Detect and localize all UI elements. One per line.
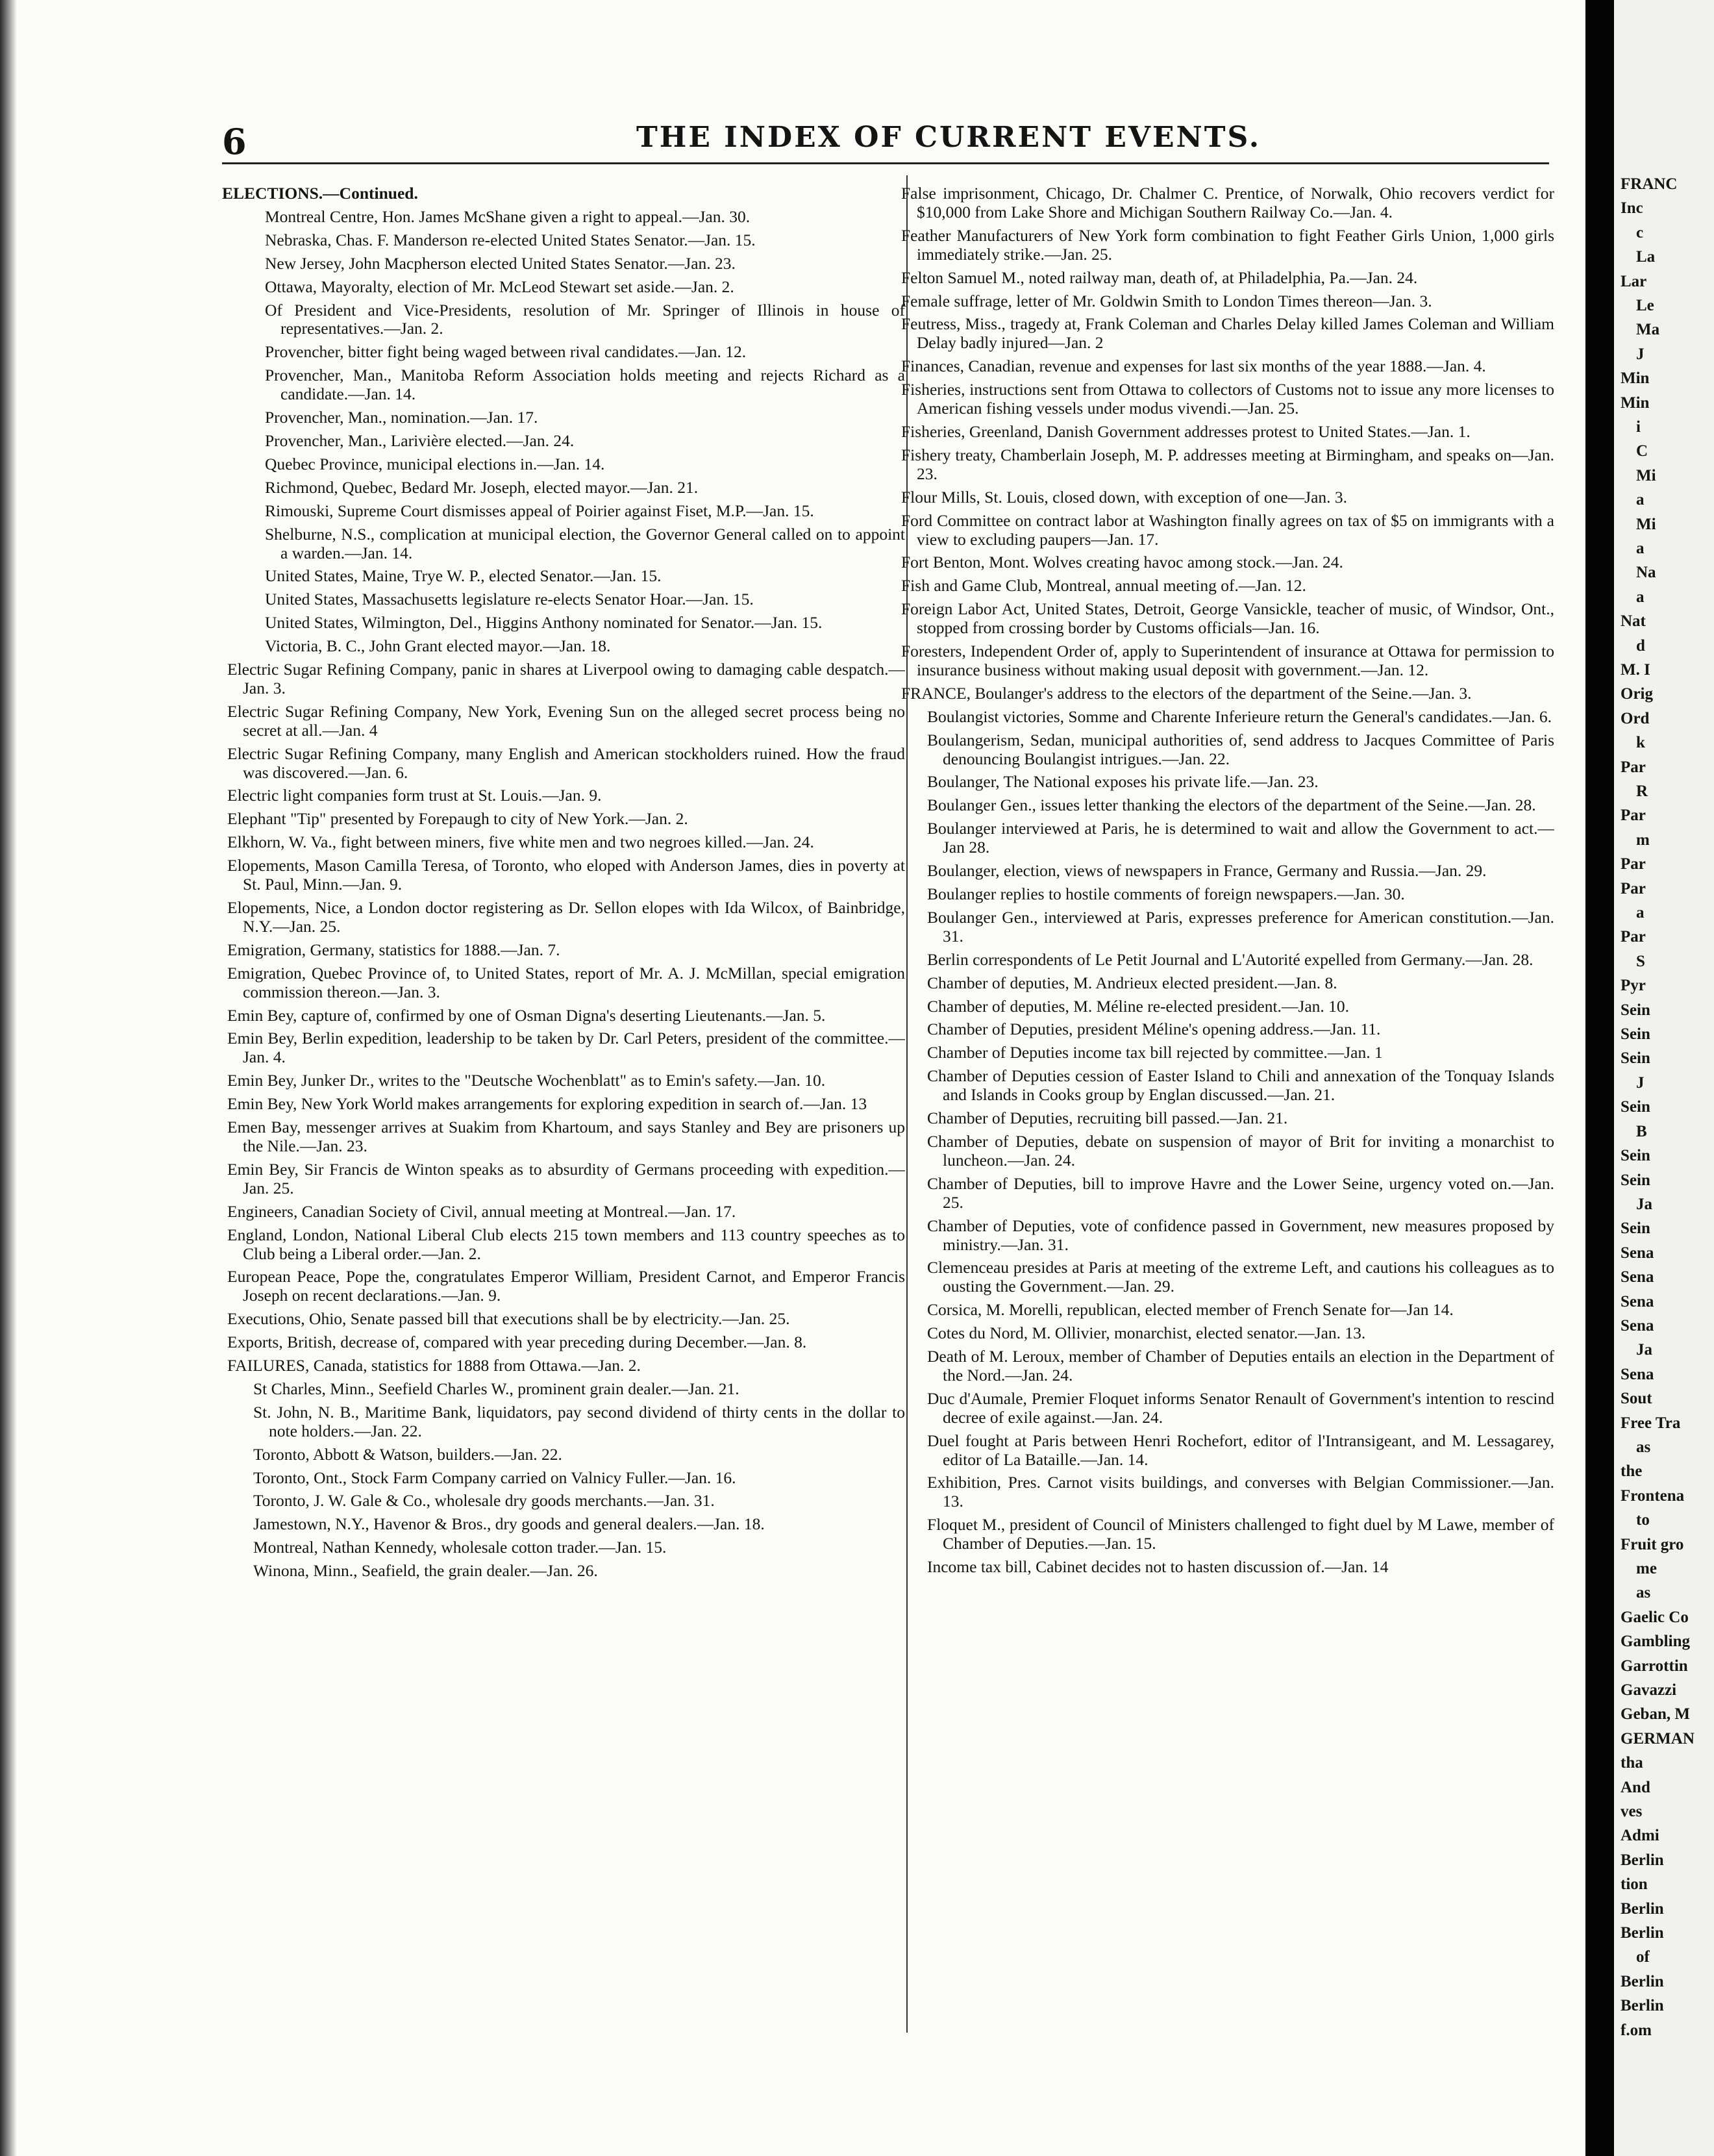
index-entry: England, London, National Liberal Club elects 215 town members and 113 country speeches as to Club being a Liberal order.—Jan. 2.	[227, 1225, 905, 1263]
index-entry: Chamber of Deputies, president Méline's opening address.—Jan. 11.	[927, 1020, 1381, 1039]
index-entry: Montreal Centre, Hon. James McShane given a right to appeal.—Jan. 30.	[265, 207, 751, 226]
index-entry: Nebraska, Chas. F. Manderson re-elected United States Senator.—Jan. 15.	[265, 230, 756, 249]
index-entry: Provencher, Man., nomination.—Jan. 17.	[265, 408, 538, 427]
index-entry: Electric Sugar Refining Company, panic in shares at Liverpool owing to damaging cable despatch.—Jan. 3.	[227, 660, 905, 697]
adjacent-page-fragment: Sena	[1621, 1317, 1654, 1335]
adjacent-page-fragment: GERMAN	[1621, 1730, 1695, 1748]
index-entry: Chamber of Deputies income tax bill rejected by committee.—Jan. 1	[927, 1043, 1383, 1062]
index-entry: Feather Manufacturers of New York form combination to fight Feather Girls Union, 1,000 girls immediately strike.—Jan. 25.	[901, 225, 1554, 264]
index-entry: Chamber of Deputies, bill to improve Havre and the Lower Seine, urgency voted on.—Jan. 25.	[927, 1173, 1554, 1212]
index-entry: Boulanger, The National exposes his private life.—Jan. 23.	[927, 772, 1319, 792]
index-entry: Fishery treaty, Chamberlain Joseph, M. P. addresses meeting at Birmingham, and speaks on—Jan. 23.	[901, 445, 1554, 483]
index-entry: Boulanger replies to hostile comments of foreign newspapers.—Jan. 30.	[927, 884, 1405, 903]
index-entry: St Charles, Minn., Seefield Charles W., prominent grain dealer.—Jan. 21.	[253, 1379, 739, 1398]
adjacent-page-fragment: Geban, M	[1621, 1705, 1690, 1723]
index-entry: Toronto, J. W. Gale & Co., wholesale dry goods merchants.—Jan. 31.	[253, 1491, 715, 1510]
adjacent-page-fragment: Berlin	[1621, 1924, 1664, 1942]
adjacent-page-fragment: k	[1636, 734, 1645, 751]
index-entry: Provencher, Man., Manitoba Reform Association holds meeting and rejects Richard as a candidate.—Jan. 14.	[265, 366, 905, 404]
left-column	[222, 184, 905, 2094]
index-entry: Boulangerism, Sedan, municipal authorities of, send address to Jacques Committee of Paris denouncing Boulangist intrigues.—Jan. 22.	[927, 730, 1554, 768]
adjacent-page-fragment: Le	[1636, 297, 1654, 314]
adjacent-page-fragment: Sein	[1621, 1098, 1650, 1116]
index-entry: Toronto, Ont., Stock Farm Company carried on Valnicy Fuller.—Jan. 16.	[253, 1468, 736, 1487]
adjacent-page-fragment: Par	[1621, 807, 1646, 824]
index-entry: Quebec Province, municipal elections in.—Jan. 14.	[265, 454, 605, 473]
index-entry: Flour Mills, St. Louis, closed down, with exception of one—Jan. 3.	[901, 487, 1348, 507]
adjacent-page-fragment: Gambling	[1621, 1633, 1690, 1650]
index-entry: Clemenceau presides at Paris at meeting of the extreme Left, and cautions his colleagues as to ousting the Government.—Jan. 29.	[927, 1258, 1554, 1296]
index-entry: Feutress, Miss., tragedy at, Frank Coleman and Charles Delay killed James Coleman and William Delay badly injured—Jan. 2	[901, 314, 1554, 353]
adjacent-page-fragment: Berlin	[1621, 1973, 1664, 1990]
index-entry: FAILURES, Canada, statistics for 1888 from Ottawa.—Jan. 2.	[227, 1356, 641, 1375]
adjacent-page-fragment: Mi	[1636, 467, 1656, 484]
adjacent-page-fragment: me	[1636, 1560, 1657, 1577]
adjacent-page-fragment: M. I	[1621, 661, 1650, 679]
adjacent-page-fragment: La	[1636, 248, 1656, 266]
adjacent-page-fragment: Sout	[1621, 1390, 1652, 1407]
adjacent-page-fragment: Inc	[1621, 199, 1643, 217]
index-entry: Chamber of Deputies cession of Easter Island to Chili and annexation of the Tonquay Islands and Islands in Cooks group by Englan discussed.—Jan. 21.	[927, 1066, 1554, 1105]
adjacent-page-fragment: Sein	[1621, 1172, 1650, 1189]
adjacent-page-fragment: Par	[1621, 758, 1646, 776]
adjacent-page-fragment: R	[1636, 783, 1648, 800]
index-entry: Corsica, M. Morelli, republican, elected member of French Senate for—Jan 14.	[927, 1300, 1454, 1320]
index-entry: Rimouski, Supreme Court dismisses appeal of Poirier against Fiset, M.P.—Jan. 15.	[265, 501, 814, 520]
index-entry: Elkhorn, W. Va., fight between miners, five white men and two negroes killed.—Jan. 24.	[227, 833, 814, 852]
adjacent-page-fragment: Ord	[1621, 710, 1650, 727]
index-entry: Boulangist victories, Somme and Charente Inferieure return the General's candidates.—Jan. 6.	[927, 707, 1552, 726]
adjacent-page-fragment: Par	[1621, 928, 1646, 946]
index-entry: Chamber of Deputies, vote of confidence passed in Government, new measures proposed by ministry.—Jan. 31.	[927, 1216, 1554, 1254]
adjacent-page-fragment: Min	[1621, 370, 1650, 387]
page-number: 6	[222, 121, 247, 162]
adjacent-page-fragment: ves	[1621, 1803, 1643, 1820]
adjacent-page-fragment: a	[1636, 904, 1645, 921]
book-gutter	[1585, 0, 1614, 2156]
index-entry: Fish and Game Club, Montreal, annual meeting of.—Jan. 12.	[901, 576, 1306, 595]
adjacent-page-fragment: Sein	[1621, 1049, 1650, 1067]
adjacent-page-fragment: B	[1636, 1123, 1647, 1140]
index-entry: Emin Bey, capture of, confirmed by one of Osman Digna's deserting Lieutenants.—Jan. 5.	[227, 1005, 826, 1025]
adjacent-page-fragment: as	[1636, 1438, 1651, 1456]
index-entry: Provencher, Man., Larivière elected.—Jan. 24.	[265, 431, 575, 450]
adjacent-page-fragment: J	[1636, 1074, 1645, 1092]
index-entry: Fort Benton, Mont. Wolves creating havoc among stock.—Jan. 24.	[901, 553, 1343, 572]
index-entry: Ottawa, Mayoralty, election of Mr. McLeod Stewart set aside.—Jan. 2.	[265, 277, 734, 296]
adjacent-page-fragment: Frontena	[1621, 1487, 1685, 1505]
adjacent-page-edge	[1614, 0, 1714, 2156]
adjacent-page-fragment: Free Tra	[1621, 1414, 1681, 1432]
index-entry: Chamber of Deputies, recruiting bill passed.—Jan. 21.	[927, 1109, 1288, 1128]
index-entry: Of President and Vice-Presidents, resolution of Mr. Springer of Illinois in house of representatives.—Jan. 2.	[265, 300, 905, 338]
adjacent-page-fragment: tha	[1621, 1754, 1643, 1772]
index-entry: Duel fought at Paris between Henri Rochefort, editor of l'Intransigeant, and M. Lessagarey, editor of La Bataille.—Jan. 14.	[927, 1431, 1554, 1469]
adjacent-page-fragment: Pyr	[1621, 977, 1646, 994]
index-entry: Boulanger Gen., interviewed at Paris, expresses preference for American constitution.—Jan. 31.	[927, 907, 1554, 946]
index-entry: Montreal, Nathan Kennedy, wholesale cotton trader.—Jan. 15.	[253, 1538, 667, 1557]
adjacent-page-fragment: Ma	[1636, 321, 1660, 338]
adjacent-page-fragment: Sena	[1621, 1268, 1654, 1286]
index-entry: Boulanger, election, views of newspapers in France, Germany and Russia.—Jan. 29.	[927, 861, 1487, 881]
index-entry: Foresters, Independent Order of, apply to Superintendent of insurance at Ottawa for permission to insurance business without making usual deposit with government.—Jan. 12.	[901, 642, 1554, 679]
adjacent-page-fragment: Garrottin	[1621, 1657, 1688, 1675]
right-column	[896, 184, 1554, 2094]
index-entry: Toronto, Abbott & Watson, builders.—Jan. 22.	[253, 1444, 562, 1464]
index-entry: Shelburne, N.S., complication at municipal election, the Governor General called on to appoint a warden.—Jan. 14.	[265, 524, 905, 562]
index-entry: Fisheries, instructions sent from Ottawa to collectors of Customs not to issue any more licenses to American fishing vessels under modus vivendi.—Jan. 25.	[901, 380, 1554, 418]
index-entry: False imprisonment, Chicago, Dr. Chalmer C. Prentice, of Norwalk, Ohio recovers verdict for $10,000 from Lake Shore and Michigan Southern Railway Co.—Jan. 4.	[901, 184, 1554, 221]
adjacent-page-fragment: to	[1636, 1511, 1650, 1529]
index-entry: Executions, Ohio, Senate passed bill that executions shall be by electricity.—Jan. 25.	[227, 1309, 790, 1329]
index-entry: Electric light companies form trust at St. Louis.—Jan. 9.	[227, 786, 602, 805]
index-entry: Elephant "Tip" presented by Forepaugh to city of New York.—Jan. 2.	[227, 809, 688, 829]
header-rule	[222, 162, 1549, 164]
adjacent-page-fragment: as	[1636, 1584, 1651, 1601]
index-entry: Emin Bey, Junker Dr., writes to the "Deutsche Wochenblatt" as to Emin's safety.—Jan. 10.	[227, 1071, 826, 1090]
adjacent-page-fragment: Gavazzi	[1621, 1681, 1677, 1699]
index-entry: Jamestown, N.Y., Havenor & Bros., dry goods and general dealers.—Jan. 18.	[253, 1514, 765, 1534]
adjacent-page-fragment: i	[1636, 418, 1641, 436]
index-entry: Chamber of deputies, M. Andrieux elected president.—Jan. 8.	[927, 973, 1337, 992]
index-entry: Electric Sugar Refining Company, many English and American stockholders ruined. How the fraud was discovered.—Jan. 6.	[227, 744, 905, 782]
adjacent-page-fragment: c	[1636, 224, 1644, 242]
adjacent-page-fragment: Berlin	[1621, 1900, 1664, 1918]
adjacent-page-fragment: FRANC	[1621, 175, 1678, 193]
index-entry: Emigration, Quebec Province of, to United States, report of Mr. A. J. McMillan, special emigration commission thereon.—Jan. 3.	[227, 963, 905, 1001]
index-entry: Winona, Minn., Seafield, the grain dealer.—Jan. 26.	[253, 1561, 598, 1581]
adjacent-page-fragment: Ja	[1636, 1196, 1652, 1213]
index-entry: Finances, Canadian, revenue and expenses for last six months of the year 1888.—Jan. 4.	[901, 357, 1486, 376]
index-entry: Emigration, Germany, statistics for 1888.—Jan. 7.	[227, 940, 560, 959]
index-entry: Electric Sugar Refining Company, New York, Evening Sun on the alleged secret process being no secret at all.—Jan. 4	[227, 701, 905, 740]
index-entry: St. John, N. B., Maritime Bank, liquidators, pay second dividend of thirty cents in the dollar to note holders.—Jan. 22.	[253, 1402, 905, 1440]
index-entry: Berlin correspondents of Le Petit Journal and L'Autorité expelled from Germany.—Jan. 28.	[927, 949, 1534, 969]
index-entry: Income tax bill, Cabinet decides not to hasten discussion of.—Jan. 14	[927, 1557, 1389, 1577]
adjacent-page-fragment: the	[1621, 1462, 1643, 1480]
adjacent-page-fragment: Sena	[1621, 1366, 1654, 1383]
adjacent-page-fragment: Fruit gro	[1621, 1536, 1684, 1553]
adjacent-page-fragment: Min	[1621, 394, 1650, 412]
adjacent-page-fragment: f.om	[1621, 2022, 1652, 2039]
adjacent-page-fragment: Par	[1621, 880, 1646, 897]
adjacent-page-fragment: Ja	[1636, 1341, 1652, 1359]
index-entry: Engineers, Canadian Society of Civil, annual meeting at Montreal.—Jan. 17.	[227, 1201, 736, 1221]
index-entry: Emin Bey, New York World makes arrangements for exploring expedition in search of.—Jan. 13	[227, 1094, 867, 1114]
adjacent-page-fragment: C	[1636, 442, 1648, 460]
index-entry: Emin Bey, Sir Francis de Winton speaks as to absurdity of Germans proceeding with expedition.—Jan. 25.	[227, 1159, 905, 1197]
adjacent-page-fragment: a	[1636, 540, 1645, 557]
adjacent-page-fragment: Sein	[1621, 1147, 1650, 1164]
index-entry: Chamber of Deputies, debate on suspension of mayor of Brit for inviting a monarchist to luncheon.—Jan. 24.	[927, 1131, 1554, 1170]
index-entry: Victoria, B. C., John Grant elected mayor.—Jan. 18.	[265, 636, 611, 656]
adjacent-page-fragment: Berlin	[1621, 1997, 1664, 2014]
adjacent-page-fragment: Sein	[1621, 1001, 1650, 1019]
index-entry: Elopements, Nice, a London doctor registering as Dr. Sellon elopes with Ida Wilcox, of Bainbridge, N.Y.—Jan. 25.	[227, 898, 905, 936]
index-entry: Chamber of deputies, M. Méline re-elected president.—Jan. 10.	[927, 996, 1350, 1016]
index-entry: Fisheries, Greenland, Danish Government addresses protest to United States.—Jan. 1.	[901, 421, 1471, 441]
adjacent-page-fragment: a	[1636, 588, 1645, 606]
adjacent-page-fragment: Sein	[1621, 1220, 1650, 1237]
adjacent-page-fragment: Lar	[1621, 273, 1647, 290]
index-entry: Exports, British, decrease of, compared with year preceding during December.—Jan. 8.	[227, 1333, 807, 1352]
adjacent-page-fragment: Par	[1621, 855, 1646, 873]
index-entry: Richmond, Quebec, Bedard Mr. Joseph, elected mayor.—Jan. 21.	[265, 477, 699, 497]
index-entry: Foreign Labor Act, United States, Detroit, George Vansickle, teacher of music, of Windsor, Ont., stopped from crossing border by Customs officials—Jan. 16.	[901, 599, 1554, 638]
index-entry: New Jersey, John Macpherson elected United States Senator.—Jan. 23.	[265, 253, 736, 273]
adjacent-page-fragment: of	[1636, 1948, 1650, 1966]
index-entry: Death of M. Leroux, member of Chamber of Deputies entails an election in the Department of the Nord.—Jan. 24.	[927, 1347, 1554, 1385]
index-entry: Duc d'Aumale, Premier Floquet informs Senator Renault of Government's intention to rescind decree of exile against.—Jan. 24.	[927, 1388, 1554, 1427]
index-entry: ELECTIONS.—Continued.	[222, 184, 418, 203]
index-entry: Provencher, bitter fight being waged between rival candidates.—Jan. 12.	[265, 342, 747, 362]
running-title: THE INDEX OF CURRENT EVENTS.	[636, 121, 1261, 154]
index-entry: Emen Bay, messenger arrives at Suakim from Khartoum, and says Stanley and Bey are prisoners up the Nile.—Jan. 23.	[227, 1118, 905, 1155]
index-entry: FRANCE, Boulanger's address to the electors of the department of the Seine.—Jan. 3.	[901, 683, 1472, 703]
adjacent-page-fragment: a	[1636, 491, 1645, 508]
index-entry: Boulanger interviewed at Paris, he is determined to wait and allow the Government to act.—Jan 28.	[927, 819, 1554, 857]
index-entry: Cotes du Nord, M. Ollivier, monarchist, elected senator.—Jan. 13.	[927, 1323, 1366, 1343]
adjacent-page-fragment: Mi	[1636, 516, 1656, 533]
adjacent-page-fragment: S	[1636, 953, 1645, 970]
index-entry: United States, Massachusetts legislature re-elects Senator Hoar.—Jan. 15.	[265, 590, 754, 609]
adjacent-page-fragment: J	[1636, 345, 1645, 363]
adjacent-page-fragment: Sein	[1621, 1025, 1650, 1043]
scan-edge	[0, 0, 17, 2156]
adjacent-page-fragment: Sena	[1621, 1293, 1654, 1310]
index-entry: Floquet M., president of Council of Ministers challenged to fight duel by M Lawe, member of Chamber of Deputies.—Jan. 15.	[927, 1515, 1554, 1553]
adjacent-page-fragment: d	[1636, 637, 1645, 655]
adjacent-page-fragment: Orig	[1621, 685, 1653, 703]
index-entry: Female suffrage, letter of Mr. Goldwin Smith to London Times thereon—Jan. 3.	[901, 291, 1432, 310]
adjacent-page-fragment: Admi	[1621, 1827, 1659, 1844]
adjacent-page-fragment: And	[1621, 1779, 1650, 1796]
adjacent-page-fragment: Na	[1636, 564, 1656, 581]
adjacent-page-fragment: Berlin	[1621, 1851, 1664, 1869]
index-entry: United States, Maine, Trye W. P., elected Senator.—Jan. 15.	[265, 566, 662, 586]
adjacent-page-fragment: m	[1636, 831, 1650, 849]
index-entry: Felton Samuel M., noted railway man, death of, at Philadelphia, Pa.—Jan. 24.	[901, 268, 1418, 287]
index-entry: Emin Bey, Berlin expedition, leadership to be taken by Dr. Carl Peters, president of the committee.—Jan. 4.	[227, 1029, 905, 1067]
adjacent-page-fragment: Sena	[1621, 1244, 1654, 1262]
index-entry: Boulanger Gen., issues letter thanking the electors of the department of the Seine.—Jan. 28.	[927, 796, 1536, 815]
index-entry: Elopements, Mason Camilla Teresa, of Toronto, who eloped with Anderson James, dies in poverty at St. Paul, Minn.—Jan. 9.	[227, 856, 905, 894]
index-entry: Exhibition, Pres. Carnot visits buildings, and converses with Belgian Commissioner.—Jan. 13.	[927, 1473, 1554, 1511]
adjacent-page-fragment: tion	[1621, 1875, 1648, 1893]
index-entry: Ford Committee on contract labor at Washington finally agrees on tax of $5 on immigrants with a view to excluding paupers—Jan. 17.	[901, 510, 1554, 549]
index-entry: European Peace, Pope the, congratulates Emperor William, President Carnot, and Emperor Francis Joseph on recent declarations.—Jan. 9.	[227, 1267, 905, 1305]
adjacent-page-fragment: Gaelic Co	[1621, 1609, 1689, 1626]
index-entry: United States, Wilmington, Del., Higgins Anthony nominated for Senator.—Jan. 15.	[265, 613, 823, 633]
adjacent-page-fragment: Nat	[1621, 612, 1646, 630]
